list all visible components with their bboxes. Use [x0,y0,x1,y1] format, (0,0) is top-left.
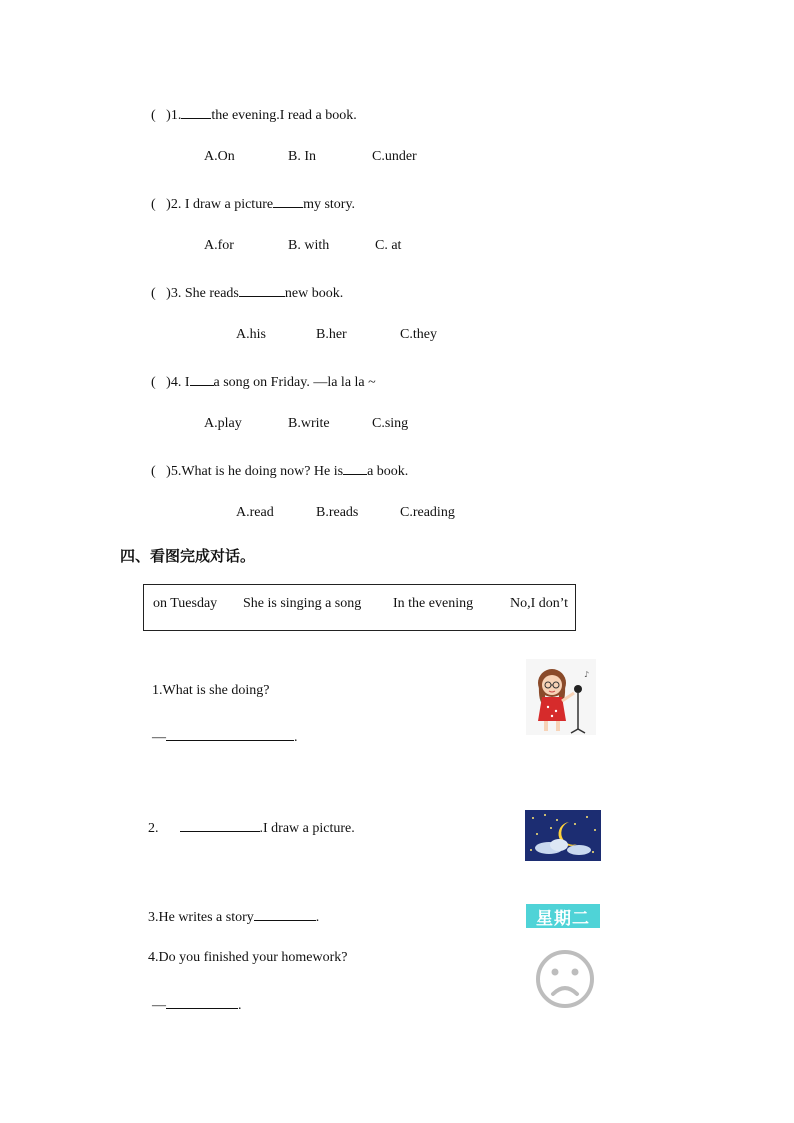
option-b[interactable]: B.her [316,327,347,342]
word-bank-item: on Tuesday [153,596,218,611]
option-a[interactable]: A.for [204,238,234,253]
fill-blank[interactable] [166,728,294,741]
answer-paren-close: ) [166,108,171,123]
option-c[interactable]: C.sing [372,416,409,431]
tuesday-label-text: 星期二 [536,908,590,929]
girl-singing-image [526,659,596,735]
word-bank-item: No,I don’t [510,596,569,611]
question-5 [151,462,408,479]
answer-paren-open: ( [151,286,156,301]
fill-blank[interactable] [239,284,285,297]
fill-blank[interactable] [181,106,211,119]
fill-blank[interactable] [166,996,238,1009]
sad-face-icon [534,948,596,1010]
question-text-after: the evening.I read a book. [211,108,357,123]
question-text-before: I draw a picture [184,197,274,212]
option-c[interactable]: C.reading [400,505,455,520]
answer-paren-close: ) [166,375,171,390]
option-a[interactable]: A.his [236,327,266,342]
svg-text:♪: ♪ [584,670,590,679]
question-number: 3. [170,286,182,301]
tuesday-label-image [526,904,600,928]
question-2 [151,195,355,212]
question-number: 4. [170,375,182,390]
night-moon-image [525,810,601,861]
question-1 [151,106,357,123]
fill-blank[interactable] [254,908,316,921]
answer-paren-open: ( [151,375,156,390]
section-heading: 四、看图完成对话。 [120,547,256,565]
option-b[interactable]: B. In [288,149,316,164]
answer-paren-open: ( [151,464,156,479]
option-b[interactable]: B.reads [316,505,359,520]
question-number: 5. [170,464,182,479]
question-text-before: What is he doing now? He is [181,464,344,479]
question-text-after: new book. [284,286,344,301]
option-c[interactable]: C.under [372,149,417,164]
fill-blank[interactable] [273,195,303,208]
question-text-before: I [184,375,190,390]
option-b[interactable]: B.write [288,416,330,431]
dialogue-1-question: 1.What is she doing? [152,683,270,698]
option-c[interactable]: C. at [375,238,402,253]
word-bank-item: In the evening [393,596,474,611]
dialogue-4-question: 4.Do you finished your homework? [148,950,348,965]
option-a[interactable]: A.play [204,416,242,431]
option-c[interactable]: C.they [400,327,437,342]
dialogue-3: 3.He writes a story . [148,910,320,925]
question-text-after: my story. [303,197,356,212]
question-3 [151,284,343,301]
question-text-after: a book. [367,464,409,479]
answer-paren-close: ) [166,464,171,479]
option-b[interactable]: B. with [288,238,330,253]
fill-blank[interactable] [190,373,214,386]
word-bank-item: She is singing a song [243,596,362,611]
question-number: 1. [170,108,182,123]
answer-paren-open: ( [151,108,156,123]
question-text-before: She reads [184,286,239,301]
dialogue-2: 2. .I draw a picture. [148,821,355,836]
answer-paren-close: ) [166,286,171,301]
dialogue-1-answer: — . [152,730,298,745]
dialogue-4-answer: — . [152,998,242,1013]
question-number: 2. [170,197,182,212]
answer-paren-close: ) [166,197,171,212]
fill-blank[interactable] [180,819,260,832]
option-a[interactable]: A.read [236,505,274,520]
word-bank-box [143,584,576,631]
question-4 [151,373,376,390]
answer-paren-open: ( [151,197,156,212]
question-text-after: a song on Friday. —la la la ~ [213,375,376,390]
option-a[interactable]: A.On [204,149,235,164]
fill-blank[interactable] [343,462,367,475]
